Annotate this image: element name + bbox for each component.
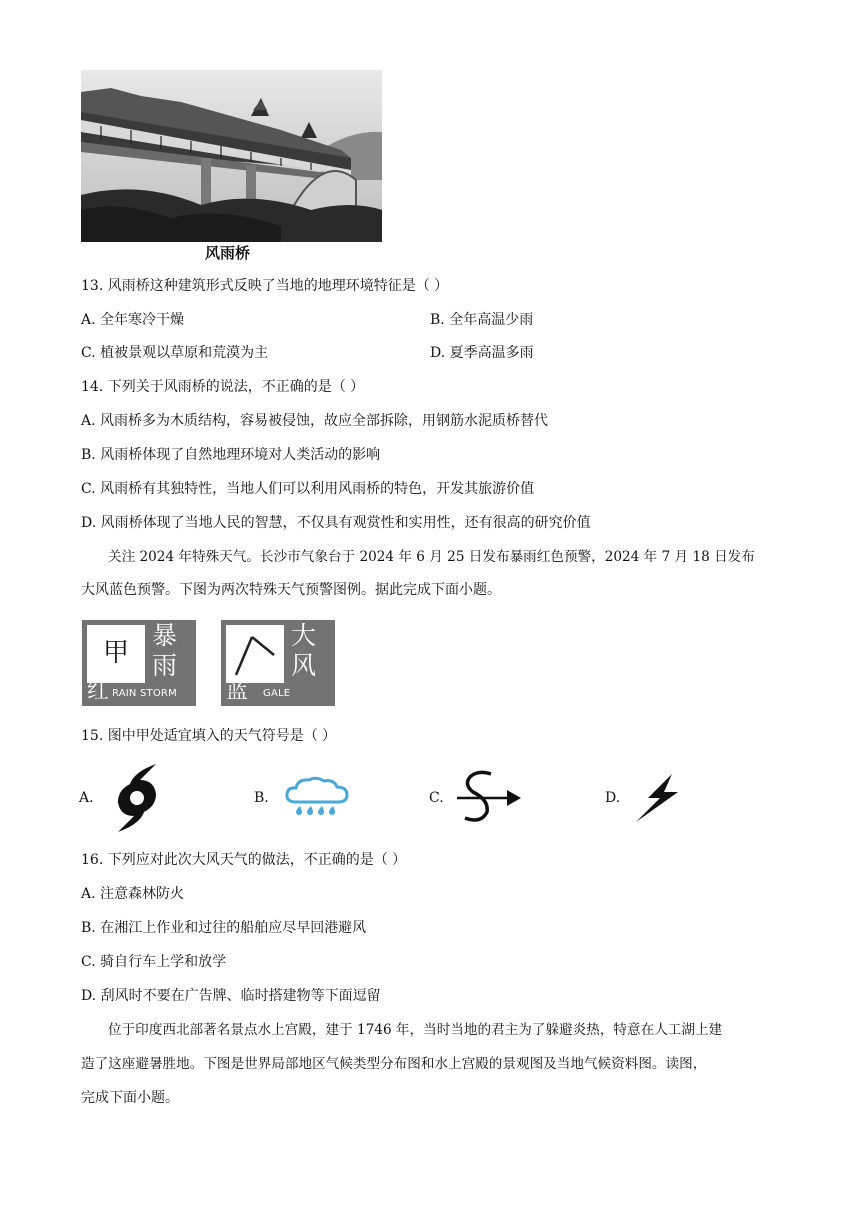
q14-option-a[interactable]: A. 风雨桥多为木质结构，容易被侵蚀，故应全部拆除，用钢筋水泥质桥替代 — [81, 413, 549, 429]
rainstorm-title-bottom: 雨 — [152, 651, 178, 680]
rainstorm-level: 红 — [87, 679, 110, 704]
q16-option-a[interactable]: A. 注意森林防火 — [81, 886, 185, 902]
weather-symbol-placeholder — [87, 625, 145, 683]
intro-weather-line-1: 关注 2024 年特殊天气。长沙市气象台于 2024 年 6 月 25 日发布暴雨红色预警，2024 年 7 月 18 日发布 — [108, 549, 755, 565]
sandstorm-icon[interactable] — [455, 768, 523, 826]
gale-english: GALE — [263, 688, 291, 699]
gale-level: 蓝 — [226, 679, 249, 704]
q14-stem: 14. 下列关于风雨桥的说法，不正确的是（ ） — [81, 379, 365, 395]
q16-option-b[interactable]: B. 在湘江上作业和过往的船舶应尽早回港避风 — [81, 920, 367, 936]
q13-option-c[interactable]: C. 植被景观以草原和荒漠为主 — [81, 345, 269, 361]
q16-option-d[interactable]: D. 刮风时不要在广告牌、临时搭建物等下面逗留 — [81, 988, 381, 1004]
q15-option-b[interactable]: B. — [254, 790, 269, 806]
q13-option-b[interactable]: B. 全年高温少雨 — [430, 312, 534, 328]
wind-rain-bridge-photo — [81, 70, 382, 242]
gale-title-bottom: 风 — [291, 651, 317, 680]
typhoon-icon[interactable] — [112, 762, 162, 834]
intro-weather-line-2: 大风蓝色预警。下图为两次特殊天气预警图例。据此完成下面小题。 — [81, 582, 501, 598]
rain-cloud-icon[interactable] — [284, 776, 350, 820]
q15-option-c[interactable]: C. — [429, 790, 444, 806]
figure-caption: 风雨桥 — [205, 244, 251, 262]
gale-title-top: 大 — [291, 621, 317, 650]
intro-palace-line-3: 完成下面小题。 — [81, 1090, 179, 1106]
q15-stem: 15. 图中甲处适宜填入的天气符号是（ ） — [81, 728, 337, 744]
rainstorm-warning-sign — [82, 620, 196, 706]
q14-option-b[interactable]: B. 风雨桥体现了自然地理环境对人类活动的影响 — [81, 447, 381, 463]
flag-icon — [226, 625, 284, 683]
gale-warning-sign — [221, 620, 335, 706]
q13-option-a[interactable]: A. 全年寒冷干燥 — [81, 312, 185, 328]
placeholder-char: 甲 — [102, 638, 129, 668]
q16-stem: 16. 下列应对此次大风天气的做法，不正确的是（ ） — [81, 852, 407, 868]
lightning-icon[interactable] — [632, 772, 682, 824]
rainstorm-english: RAIN STORM — [112, 688, 177, 699]
q14-option-d[interactable]: D. 风雨桥体现了当地人民的智慧，不仅具有观赏性和实用性，还有很高的研究价值 — [81, 515, 591, 531]
q14-option-c[interactable]: C. 风雨桥有其独特性，当地人们可以利用风雨桥的特色，开发其旅游价值 — [81, 481, 535, 497]
q13-option-d[interactable]: D. 夏季高温多雨 — [430, 345, 534, 361]
q15-option-a[interactable]: A. — [79, 790, 94, 806]
intro-palace-line-1: 位于印度西北部著名景点水上宫殿，建于 1746 年，当时当地的君主为了躲避炎热，特意在人工湖上建 — [108, 1022, 723, 1038]
q13-stem: 13. 风雨桥这种建筑形式反映了当地的地理环境特征是（ ） — [81, 278, 449, 294]
q16-option-c[interactable]: C. 骑自行车上学和放学 — [81, 954, 227, 970]
intro-palace-line-2: 造了这座避暑胜地。下图是世界局部地区气候类型分布图和水上宫殿的景观图及当地气候资料图。读图， — [81, 1056, 707, 1072]
rainstorm-title-top: 暴 — [152, 621, 178, 650]
q15-option-d[interactable]: D. — [605, 790, 621, 806]
